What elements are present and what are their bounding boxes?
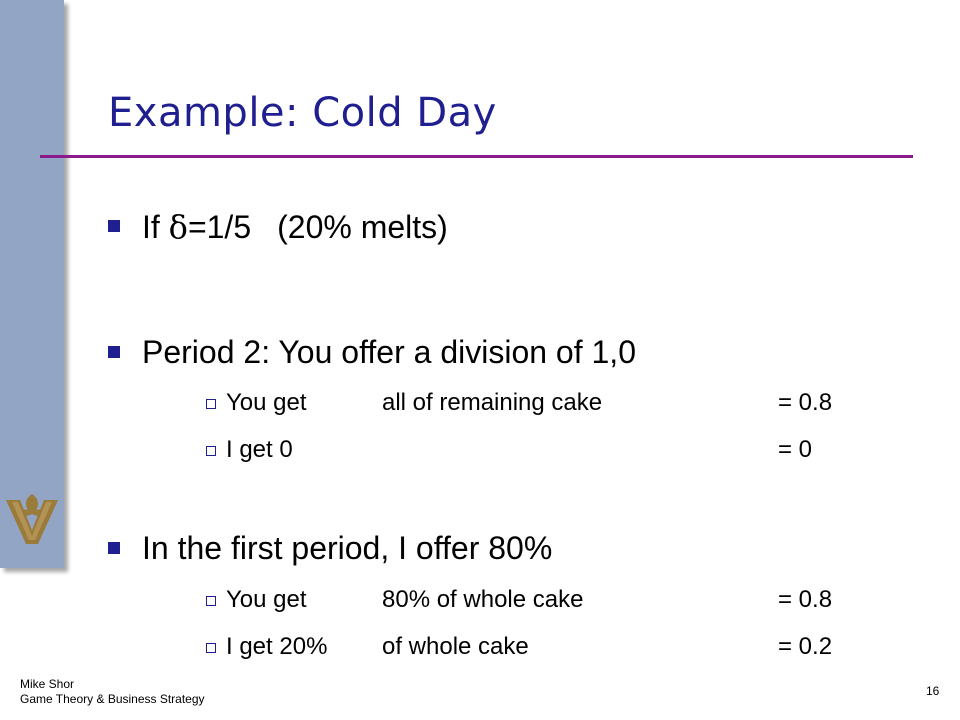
hollow-square-bullet-icon: [206, 399, 216, 409]
slide-title: Example: Cold Day: [108, 90, 497, 136]
page-number: 16: [926, 684, 940, 698]
sub-bullet-what: all of remaining cake: [382, 389, 603, 416]
sub-bullet-value: = 0.8: [778, 586, 833, 613]
bullet-text: In the first period, I offer 80%: [142, 530, 553, 566]
sub-bullet-who: I get 20%: [226, 633, 328, 660]
sub-bullet-who: I get 0: [226, 436, 293, 463]
square-bullet-icon: [108, 220, 120, 232]
sub-bullet-value: = 0.2: [778, 633, 833, 660]
footer-course: Game Theory & Business Strategy: [20, 692, 205, 706]
square-bullet-icon: [108, 346, 120, 358]
vanderbilt-logo-icon: [2, 488, 62, 548]
bullet-prefix: If: [142, 209, 169, 245]
sub-bullet-what: of whole cake: [382, 633, 529, 660]
bullet-expression: =1/5: [187, 209, 252, 245]
footer-author: Mike Shor: [20, 677, 75, 691]
sub-bullet-value: = 0.8: [778, 389, 833, 416]
side-bar: [0, 0, 64, 568]
bullet-note: (20% melts): [277, 209, 448, 245]
delta-symbol: δ: [168, 208, 188, 246]
sub-bullet-what: 80% of whole cake: [382, 586, 584, 613]
hollow-square-bullet-icon: [206, 643, 216, 653]
sub-bullet-who: You get: [226, 389, 307, 416]
bullet-text: Period 2: You offer a division of 1,0: [142, 334, 636, 370]
footer: [20, 677, 205, 707]
hollow-square-bullet-icon: [206, 446, 216, 456]
title-divider: [40, 155, 913, 158]
sub-bullet-who: You get: [226, 586, 307, 613]
sub-bullet-value: = 0: [778, 436, 813, 463]
square-bullet-icon: [108, 542, 120, 554]
hollow-square-bullet-icon: [206, 596, 216, 606]
